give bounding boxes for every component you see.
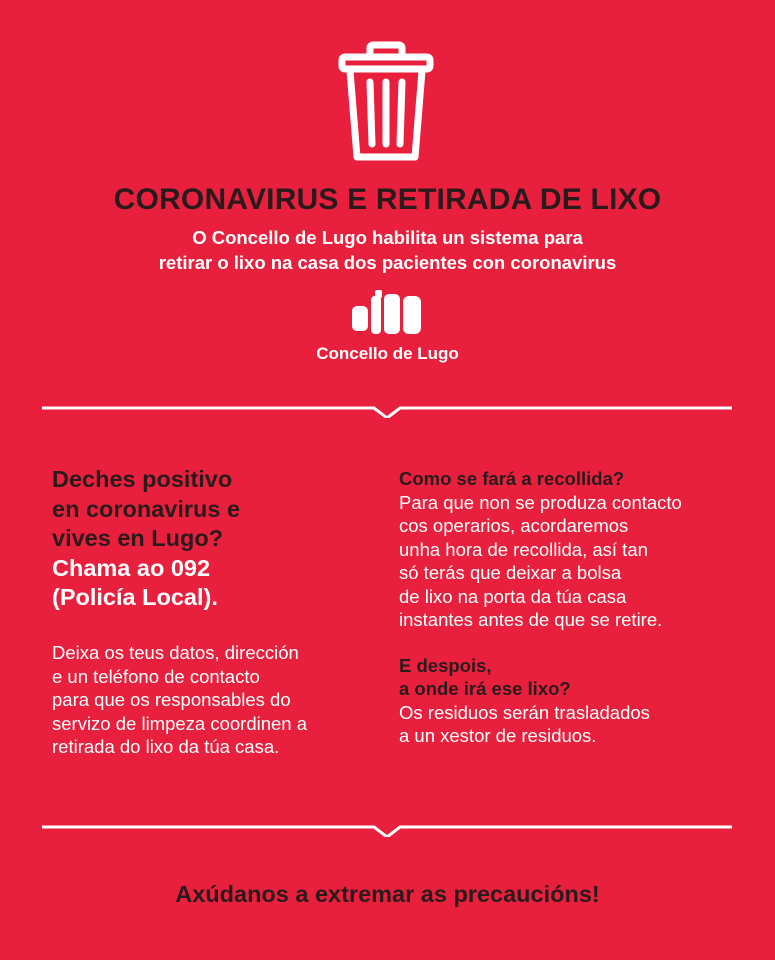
left-heading	[52, 465, 372, 613]
left-body-line: para que os responsables do	[52, 689, 291, 710]
right-column	[399, 467, 749, 748]
answer-line: de lixo na porta da túa casa	[399, 585, 627, 607]
logo-text: Concello de Lugo	[316, 344, 459, 363]
left-body-line: e un teléfono de contacto	[52, 665, 260, 687]
left-heading-phone: Chama ao 092	[52, 554, 211, 581]
left-heading-line: vives en Lugo?	[52, 525, 224, 551]
page-title: CORONAVIRUS E RETIRADA DE LIXO	[113, 183, 662, 216]
left-body	[52, 641, 377, 759]
left-body-line: retirada do lixo da túa casa.	[52, 736, 280, 757]
footer-message: Axúdanos a extremar as precaucións!	[175, 881, 600, 907]
lugo-walls-logo-icon	[350, 290, 425, 336]
left-heading-line: Deches positivo	[52, 466, 233, 492]
question-destination: a onde irá ese lixo?	[399, 678, 571, 699]
answer-line: só terás que deixar a bolsa	[399, 562, 622, 583]
answer-line: instantes antes de que se retire.	[399, 609, 663, 630]
answer-line: Os residuos serán trasladados	[399, 701, 650, 723]
left-heading-police: (Policía Local).	[52, 584, 218, 610]
trash-can-icon	[337, 40, 435, 164]
page-subtitle	[0, 225, 775, 275]
answer-line: Para que non se produza contacto	[399, 491, 682, 513]
left-heading-line: en coronavirus e	[52, 495, 241, 522]
question-destination: E despois,	[399, 654, 492, 676]
answer-line: a un xestor de residuos.	[399, 725, 597, 746]
left-body-line: servizo de limpeza coordinen a	[52, 712, 308, 734]
left-body-line: Deixa os teus datos, dirección	[52, 642, 299, 663]
section-divider	[42, 817, 732, 837]
section-divider	[42, 398, 732, 418]
subtitle-line: O Concello de Lugo habilita un sistema para	[192, 227, 583, 248]
answer-line: cos operarios, acordaremos	[399, 515, 629, 536]
subtitle-line: retirar o lixo na casa dos pacientes con coronavirus	[158, 252, 617, 273]
question-collection: Como se fará a recollida?	[399, 468, 625, 489]
answer-line: unha hora de recollida, así tan	[399, 538, 648, 560]
